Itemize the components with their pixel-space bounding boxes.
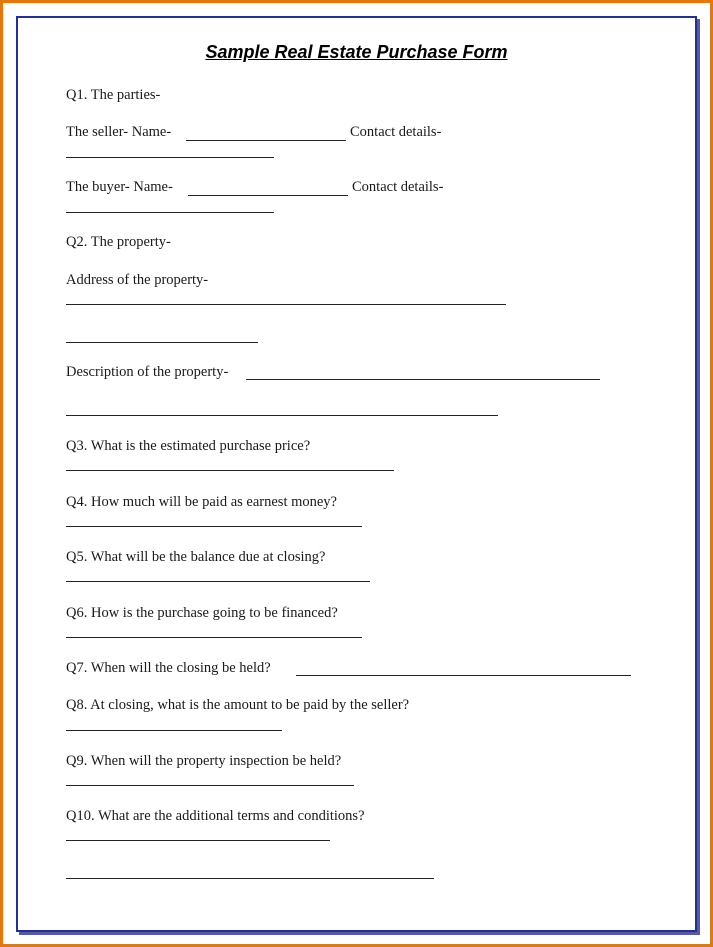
q5-answer-field[interactable] — [66, 581, 370, 582]
form-title: Sample Real Estate Purchase Form — [205, 42, 508, 62]
q5-label: Q5. What will be the balance due at closing? — [66, 549, 326, 565]
description-field-line-2[interactable] — [66, 415, 498, 416]
buyer-name-field[interactable] — [188, 195, 348, 196]
q4-label: Q4. How much will be paid as earnest money? — [66, 494, 337, 510]
buyer-contact-field[interactable] — [66, 212, 274, 213]
q2-heading: Q2. The property- — [66, 234, 171, 250]
seller-contact-label: Contact details- — [350, 124, 442, 140]
q10-answer-field-line-2[interactable] — [66, 878, 434, 879]
seller-name-field[interactable] — [186, 140, 346, 141]
seller-contact-field[interactable] — [66, 157, 274, 158]
page-inner-border — [16, 16, 697, 932]
address-label: Address of the property- — [66, 272, 209, 288]
q7-answer-field[interactable] — [296, 675, 631, 676]
q3-label: Q3. What is the estimated purchase price? — [66, 438, 311, 454]
q9-label: Q9. When will the property inspection be held? — [66, 753, 342, 769]
buyer-contact-label: Contact details- — [352, 179, 444, 195]
address-field-line-2[interactable] — [66, 342, 258, 343]
buyer-name-label: The buyer- Name- — [66, 179, 173, 195]
q7-label: Q7. When will the closing be held? — [66, 660, 271, 676]
q4-answer-field[interactable] — [66, 526, 362, 527]
q9-answer-field[interactable] — [66, 785, 354, 786]
q3-answer-field[interactable] — [66, 470, 394, 471]
q6-label: Q6. How is the purchase going to be financed? — [66, 605, 338, 621]
q10-answer-field-line-1[interactable] — [66, 840, 330, 841]
description-label: Description of the property- — [66, 364, 229, 380]
q8-answer-field[interactable] — [66, 730, 282, 731]
q1-heading: Q1. The parties- — [66, 87, 161, 103]
seller-name-label: The seller- Name- — [66, 124, 172, 140]
q6-answer-field[interactable] — [66, 637, 362, 638]
address-field-line-1[interactable] — [66, 304, 506, 305]
q10-label: Q10. What are the additional terms and conditions? — [66, 808, 365, 824]
description-field-line-1[interactable] — [246, 379, 600, 380]
q8-label: Q8. At closing, what is the amount to be paid by the seller? — [66, 697, 410, 713]
